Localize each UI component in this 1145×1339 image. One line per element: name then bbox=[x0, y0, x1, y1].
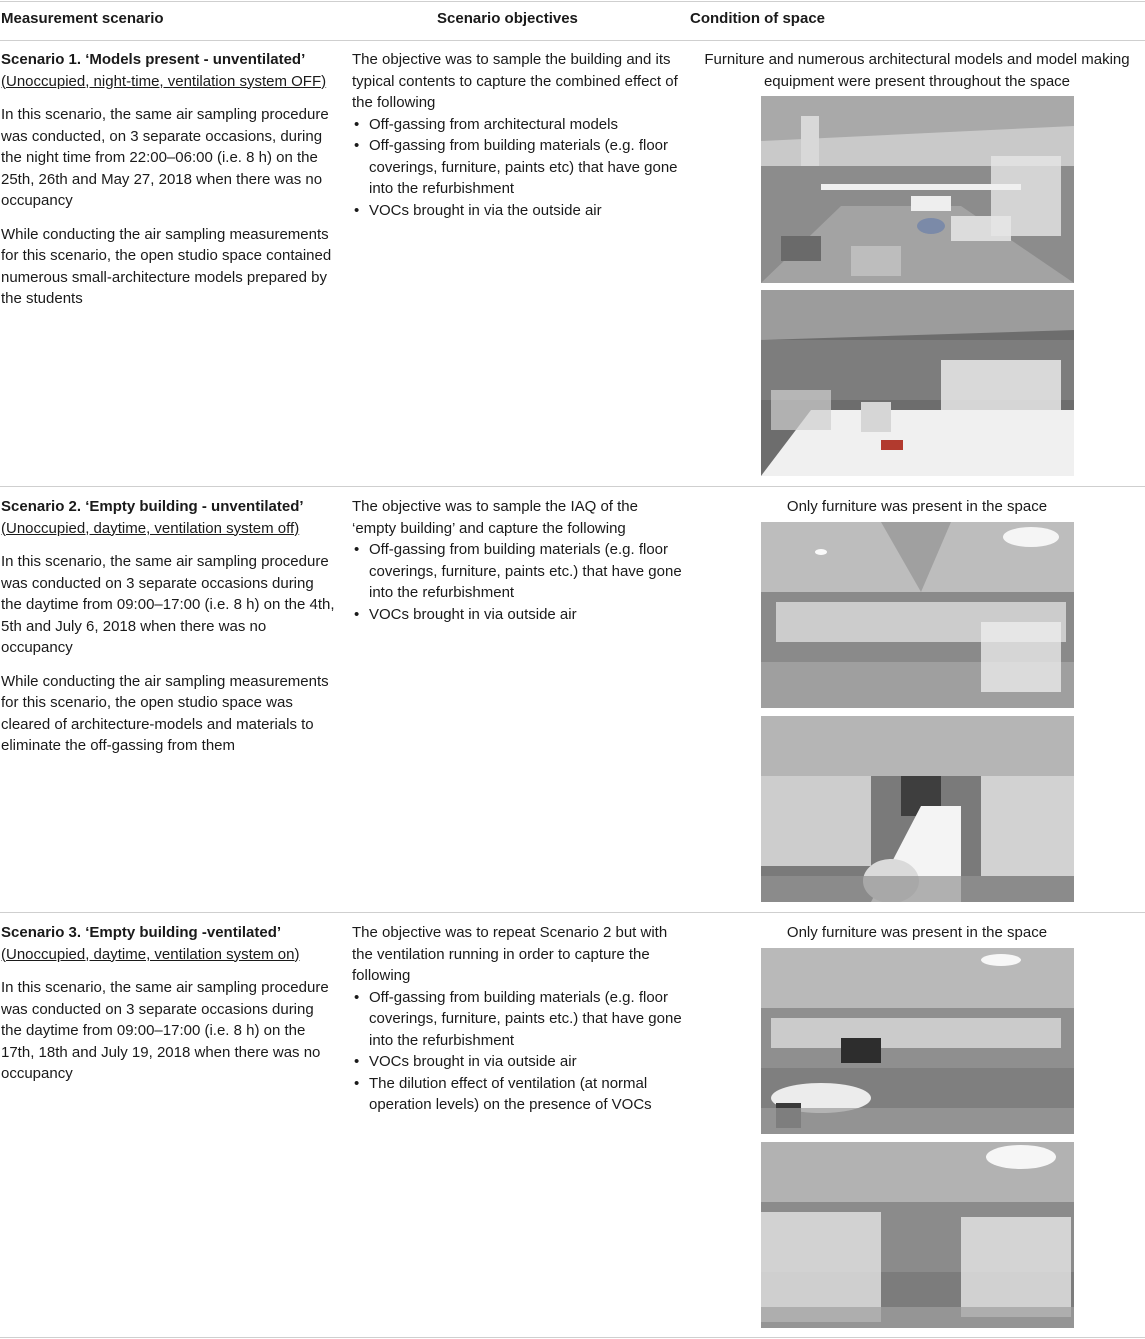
scenario-3-subtitle: (Unoccupied, daytime, ventilation system on) bbox=[1, 945, 300, 963]
scenario-1-subtitle: (Unoccupied, night-time, ventilation system OFF) bbox=[1, 72, 327, 90]
list-item: • Off-gassing from architectural models bbox=[352, 114, 682, 136]
scenario-1-objectives bbox=[352, 49, 682, 221]
scenario-2-photo-1 bbox=[761, 522, 1074, 708]
scenario-1-condition: Furniture and numerous architectural models and model making equipment were present throughout the space bbox=[704, 51, 1130, 90]
scenario-3-photo-1 bbox=[761, 948, 1074, 1134]
scenario-2-objective-list bbox=[352, 539, 682, 625]
header-rule bbox=[0, 40, 1145, 41]
scenario-1-title: Scenario 1. ‘Models present - unventilated’ bbox=[1, 51, 306, 68]
scenario-2-objective-intro: The objective was to sample the IAQ of the ‘empty building’ and capture the following bbox=[352, 498, 638, 537]
scenario-3-objective-list bbox=[352, 987, 682, 1116]
scenario-3-objectives bbox=[352, 922, 682, 1116]
scenario-3-condition: Only furniture was present in the space bbox=[786, 924, 1048, 941]
header-scenario-objectives: Scenario objectives bbox=[437, 10, 578, 27]
table-bottom-rule bbox=[0, 1337, 1145, 1338]
scenario-3-para-procedure: In this scenario, the same air sampling procedure was conducted on 3 separate occasions during the daytime from 09:00–17:00 (i.e. 8 h) on the 17th, 18th and July 19, 2018 when there was no occupancy bbox=[1, 979, 329, 1082]
scenario-2-title: Scenario 2. ‘Empty building - unventilated’ bbox=[1, 498, 304, 515]
scenario-3-objective-intro: The objective was to repeat Scenario 2 but with the ventilation running in order to capture the following bbox=[352, 924, 668, 984]
scenario-1-photo-2 bbox=[761, 290, 1074, 476]
scenario-2-para-procedure: In this scenario, the same air sampling procedure was conducted on 3 separate occasions during the daytime from 09:00–17:00 (i.e. 8 h) on the 4th, 5th and July 6, 2018 when there was no occupancy bbox=[1, 553, 335, 656]
scenario-3-photo-2 bbox=[761, 1142, 1074, 1328]
scenario-3-title: Scenario 3. ‘Empty building -ventilated’ bbox=[1, 924, 282, 941]
scenario-2-photo-2 bbox=[761, 716, 1074, 902]
row-divider-2 bbox=[0, 912, 1145, 913]
list-item: • Off-gassing from building materials (e.g. floor coverings, furniture, paints etc.) that have gone into the refurbishment bbox=[352, 539, 682, 604]
list-item: • VOCs brought in via the outside air bbox=[352, 200, 682, 222]
list-item: • VOCs brought in via outside air bbox=[352, 604, 682, 626]
scenario-2-condition: Only furniture was present in the space bbox=[786, 498, 1048, 515]
scenario-1-para-procedure: In this scenario, the same air sampling procedure was conducted, on 3 separate occasions, during the night time from 22:00–06:00 (i.e. 8 h) on the 25th, 26th and May 27, 2018 when there was no occupancy bbox=[1, 106, 329, 209]
scenario-1-objective-list bbox=[352, 114, 682, 222]
list-item: • Off-gassing from building materials (e.g. floor coverings, furniture, paints etc.) that have gone into the refurbishment bbox=[352, 987, 682, 1052]
scenario-1-description bbox=[1, 49, 336, 310]
scenario-2-para-cleared: While conducting the air sampling measurements for this scenario, the open studio space was cleared of architecture-models and materials to eliminate the off-gassing from them bbox=[1, 672, 329, 754]
list-item: • VOCs brought in via outside air bbox=[352, 1051, 682, 1073]
header-measurement-scenario: Measurement scenario bbox=[1, 10, 164, 27]
scenario-2-description bbox=[1, 496, 336, 757]
scenario-1-para-models: While conducting the air sampling measurements for this scenario, the open studio space contained numerous small-architecture models prepared by the students bbox=[1, 225, 332, 307]
table-top-rule bbox=[0, 1, 1145, 2]
scenario-2-objectives bbox=[352, 496, 682, 625]
list-item: • The dilution effect of ventilation (at normal operation levels) on the presence of VOCs bbox=[352, 1073, 682, 1116]
row-divider-1 bbox=[0, 486, 1145, 487]
scenario-1-photo-1 bbox=[761, 96, 1074, 283]
scenario-3-description bbox=[1, 922, 336, 1085]
header-condition-of-space: Condition of space bbox=[690, 10, 825, 27]
list-item: • Off-gassing from building materials (e.g. floor coverings, furniture, paints etc) that have gone into the refurbishment bbox=[352, 135, 682, 200]
scenario-2-subtitle: (Unoccupied, daytime, ventilation system off) bbox=[1, 519, 300, 537]
scenario-1-objective-intro: The objective was to sample the building and its typical contents to capture the combined effect of the following bbox=[352, 51, 678, 111]
